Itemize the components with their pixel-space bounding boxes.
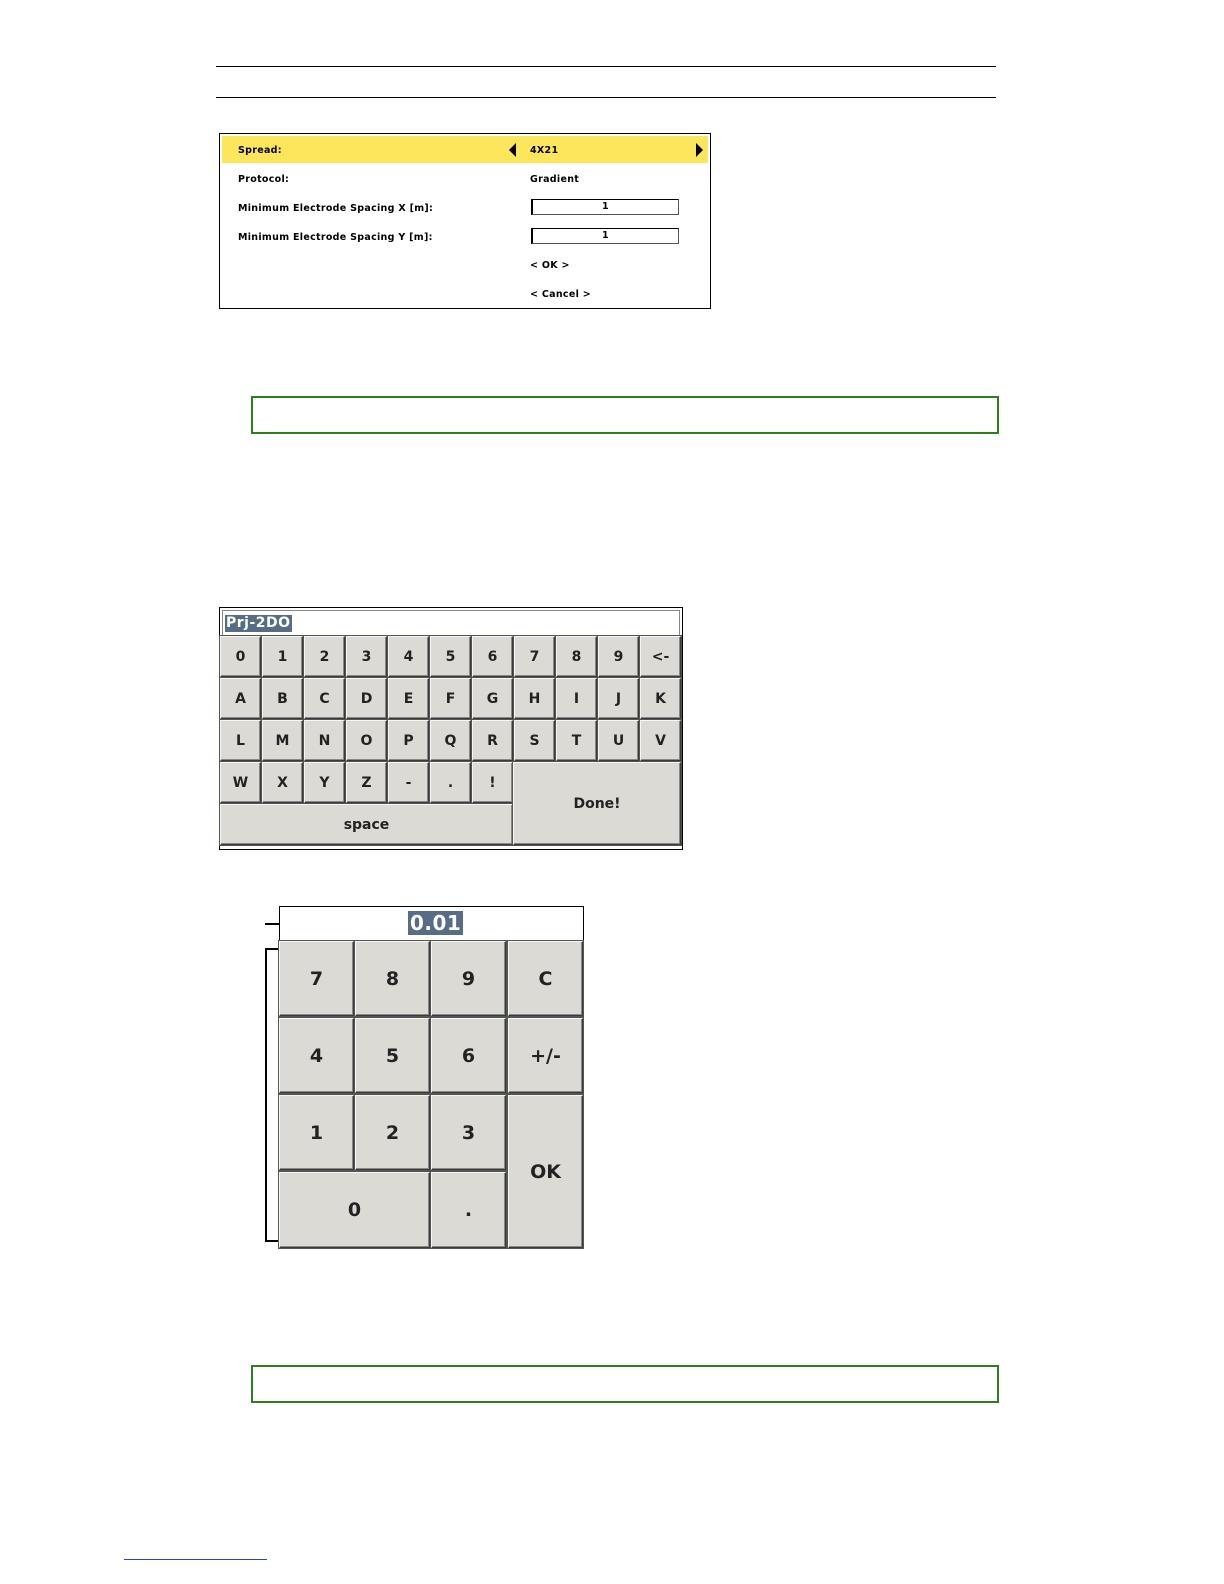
numeric-input-field[interactable] xyxy=(279,906,584,941)
key-3[interactable]: 3 xyxy=(346,636,387,677)
spread-settings-dialog xyxy=(219,133,711,309)
spread-row[interactable] xyxy=(222,136,708,163)
key-m[interactable]: M xyxy=(262,720,303,761)
key-0[interactable]: 0 xyxy=(279,1172,430,1248)
key-c[interactable]: C xyxy=(304,678,345,719)
cancel-row xyxy=(222,280,708,307)
key-1[interactable]: 1 xyxy=(262,636,303,677)
key-r[interactable]: R xyxy=(472,720,513,761)
key-7[interactable]: 7 xyxy=(514,636,555,677)
spread-label: Spread: xyxy=(238,145,282,156)
key-exclamation[interactable]: ! xyxy=(472,762,513,803)
key-d[interactable]: D xyxy=(346,678,387,719)
spacing-y-label: Minimum Electrode Spacing Y [m]: xyxy=(238,232,433,243)
protocol-label: Protocol: xyxy=(238,174,290,185)
numeric-keypad xyxy=(279,941,585,1249)
key-8[interactable]: 8 xyxy=(355,941,430,1016)
key-6[interactable]: 6 xyxy=(431,1018,506,1093)
key-j[interactable]: J xyxy=(598,678,639,719)
ok-button[interactable]: < OK > xyxy=(530,260,570,271)
selected-number: 0.01 xyxy=(410,911,462,935)
key-2[interactable]: 2 xyxy=(304,636,345,677)
note-box xyxy=(251,396,999,434)
key-u[interactable]: U xyxy=(598,720,639,761)
clear-key[interactable]: C xyxy=(508,941,583,1016)
key-p[interactable]: P xyxy=(388,720,429,761)
sign-toggle-key[interactable]: +/- xyxy=(508,1018,583,1093)
key-dash[interactable]: - xyxy=(388,762,429,803)
header-rule-bottom xyxy=(216,97,996,98)
key-x[interactable]: X xyxy=(262,762,303,803)
key-o[interactable]: O xyxy=(346,720,387,761)
key-6[interactable]: 6 xyxy=(472,636,513,677)
footnote-rule xyxy=(124,1559,267,1560)
selected-text: Prj-2DO xyxy=(226,615,291,631)
done-key[interactable]: Done! xyxy=(513,762,681,845)
previous-arrow-icon[interactable] xyxy=(509,143,516,157)
key-9[interactable]: 9 xyxy=(598,636,639,677)
key-9[interactable]: 9 xyxy=(431,941,506,1016)
key-a[interactable]: A xyxy=(220,678,261,719)
header-rule-top xyxy=(216,66,996,67)
key-h[interactable]: H xyxy=(514,678,555,719)
key-e[interactable]: E xyxy=(388,678,429,719)
backspace-key[interactable]: <- xyxy=(640,636,681,677)
key-v[interactable]: V xyxy=(640,720,681,761)
ok-row xyxy=(222,251,708,278)
key-n[interactable]: N xyxy=(304,720,345,761)
spacing-x-label: Minimum Electrode Spacing X [m]: xyxy=(238,203,434,214)
spacing-x-row xyxy=(222,194,708,221)
key-s[interactable]: S xyxy=(514,720,555,761)
protocol-value: Gradient xyxy=(530,174,580,185)
key-2[interactable]: 2 xyxy=(355,1095,430,1170)
alphanumeric-keyboard xyxy=(219,607,683,850)
key-y[interactable]: Y xyxy=(304,762,345,803)
key-g[interactable]: G xyxy=(472,678,513,719)
key-3[interactable]: 3 xyxy=(431,1095,506,1170)
cancel-button[interactable]: < Cancel > xyxy=(530,289,592,300)
space-key[interactable]: space xyxy=(220,804,513,845)
key-b[interactable]: B xyxy=(262,678,303,719)
key-0[interactable]: 0 xyxy=(220,636,261,677)
key-t[interactable]: T xyxy=(556,720,597,761)
key-5[interactable]: 5 xyxy=(430,636,471,677)
key-i[interactable]: I xyxy=(556,678,597,719)
decimal-point-key[interactable]: . xyxy=(431,1172,506,1248)
key-k[interactable]: K xyxy=(640,678,681,719)
protocol-row[interactable] xyxy=(222,165,708,192)
key-z[interactable]: Z xyxy=(346,762,387,803)
note-box xyxy=(251,1365,999,1403)
key-q[interactable]: Q xyxy=(430,720,471,761)
callout-bracket-bottom xyxy=(265,1240,279,1242)
next-arrow-icon[interactable] xyxy=(696,143,703,157)
spacing-y-row xyxy=(222,223,708,250)
key-7[interactable]: 7 xyxy=(279,941,354,1016)
spacing-x-field[interactable]: 1 xyxy=(531,199,679,215)
key-f[interactable]: F xyxy=(430,678,471,719)
key-4[interactable]: 4 xyxy=(388,636,429,677)
key-period[interactable]: . xyxy=(430,762,471,803)
key-w[interactable]: W xyxy=(220,762,261,803)
ok-key[interactable]: OK xyxy=(508,1095,583,1248)
key-l[interactable]: L xyxy=(220,720,261,761)
key-8[interactable]: 8 xyxy=(556,636,597,677)
key-1[interactable]: 1 xyxy=(279,1095,354,1170)
callout-bracket-vertical xyxy=(265,948,267,1242)
callout-bracket-top xyxy=(265,948,279,950)
key-5[interactable]: 5 xyxy=(355,1018,430,1093)
spacing-y-field[interactable]: 1 xyxy=(531,228,679,244)
spread-value: 4X21 xyxy=(530,145,559,156)
key-4[interactable]: 4 xyxy=(279,1018,354,1093)
text-input-field[interactable] xyxy=(222,610,680,636)
